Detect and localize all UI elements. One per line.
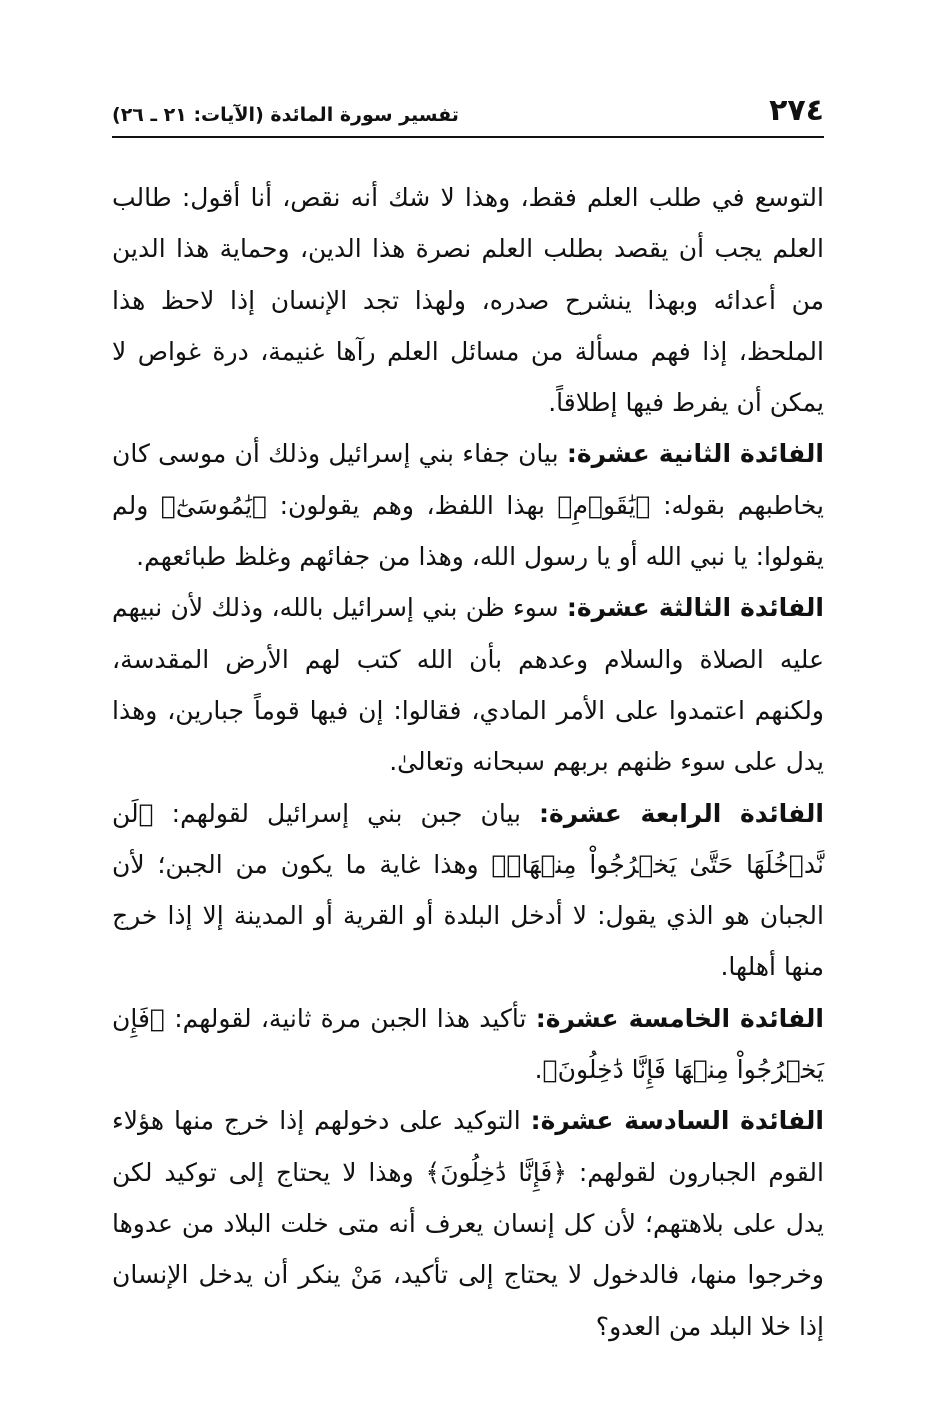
page-number: ٢٧٤ [769, 93, 824, 128]
paragraph-text: التوسع في طلب العلم فقط، وهذا لا شك أنه نقص، أنا أقول: طالب العلم يجب أن يقصد بطلب العلم نصرة هذا الدين، وحماية هذا الدين من أعدائه وبهذا ينشرح صدره، ولهذا تجد الإنسان إذا لاحظ هذا الملحظ، إذا فهم مسألة من مسائل العلم رآها غنيمة، درة غواص لا يمكن أن يفرط فيها إطلاقاً. [112, 183, 824, 418]
paragraph-benefit-16 [112, 1095, 824, 1351]
page-body [112, 172, 824, 1352]
paragraph-heading: الفائدة الرابعة عشرة: [538, 798, 824, 828]
paragraph-benefit-13 [112, 582, 824, 787]
page-header [112, 92, 824, 138]
paragraph-text: تأكيد هذا الجبن مرة ثانية، لقولهم: ﴿فَإِن يَخۡرُجُواْ مِنۡهَا فَإِنَّا دَٰخِلُونَ﴾. [112, 1003, 824, 1085]
paragraph-text: بيان جفاء بني إسرائيل وذلك أن موسى كان يخاطبهم بقوله: ﴿يَٰقَوۡمِ﴾ بهذا اللفظ، وهم يقولون: ﴿يَٰمُوسَىٰٓ﴾ ولم يقولوا: يا نبي الله أو يا رسول الله، وهذا من جفائهم وغلظ طبائعهم. [112, 439, 824, 572]
paragraph-text: سوء ظن بني إسرائيل بالله، وذلك لأن نبيهم عليه الصلاة والسلام وعدهم بأن الله كتب لهم الأرض المقدسة، ولكنهم اعتمدوا على الأمر المادي، فقالوا: إن فيها قوماً جبارين، وهذا يدل على سوء ظنهم بربهم سبحانه وتعالىٰ. [112, 593, 824, 777]
paragraph-text: التوكيد على دخولهم إذا خرج منها هؤلاء القوم الجبارون لقولهم: ﴿فَإِنَّا دَٰخِلُونَ﴾ وهذا لا يحتاج إلى توكيد لكن يدل على بلاهتهم؛ لأن كل إنسان يعرف أنه متى خلت البلاد من عدوها وخرجوا منها، فالدخول لا يحتاج إلى تأكيد، مَنْ ينكر أن يدخل الإنسان إذا خلا البلد من العدو؟ [112, 1106, 824, 1341]
paragraph-benefit-12 [112, 428, 824, 582]
paragraph-heading: الفائدة الثالثة عشرة: [566, 593, 825, 623]
header-divider [112, 136, 824, 138]
paragraph-benefit-15 [112, 993, 824, 1096]
paragraph-heading: الفائدة الخامسة عشرة: [535, 1003, 824, 1033]
paragraph-benefit-14 [112, 788, 824, 993]
paragraph-heading: الفائدة السادسة عشرة: [530, 1106, 824, 1136]
running-title: تفسير سورة المائدة (الآيات: ٢١ ـ ٢٦) [112, 104, 459, 126]
paragraph-text: بيان جبن بني إسرائيل لقولهم: ﴿لَن نَّدۡخُلَهَا حَتَّىٰ يَخۡرُجُواْ مِنۡهَاۖ﴾ وهذا غاية ما يكون من الجبن؛ لأن الجبان هو الذي يقول: لا أدخل البلدة أو القرية أو المدينة إلا إذا خرج منها أهلها. [112, 798, 824, 982]
paragraph-intro [112, 172, 824, 428]
paragraph-heading: الفائدة الثانية عشرة: [566, 439, 824, 469]
